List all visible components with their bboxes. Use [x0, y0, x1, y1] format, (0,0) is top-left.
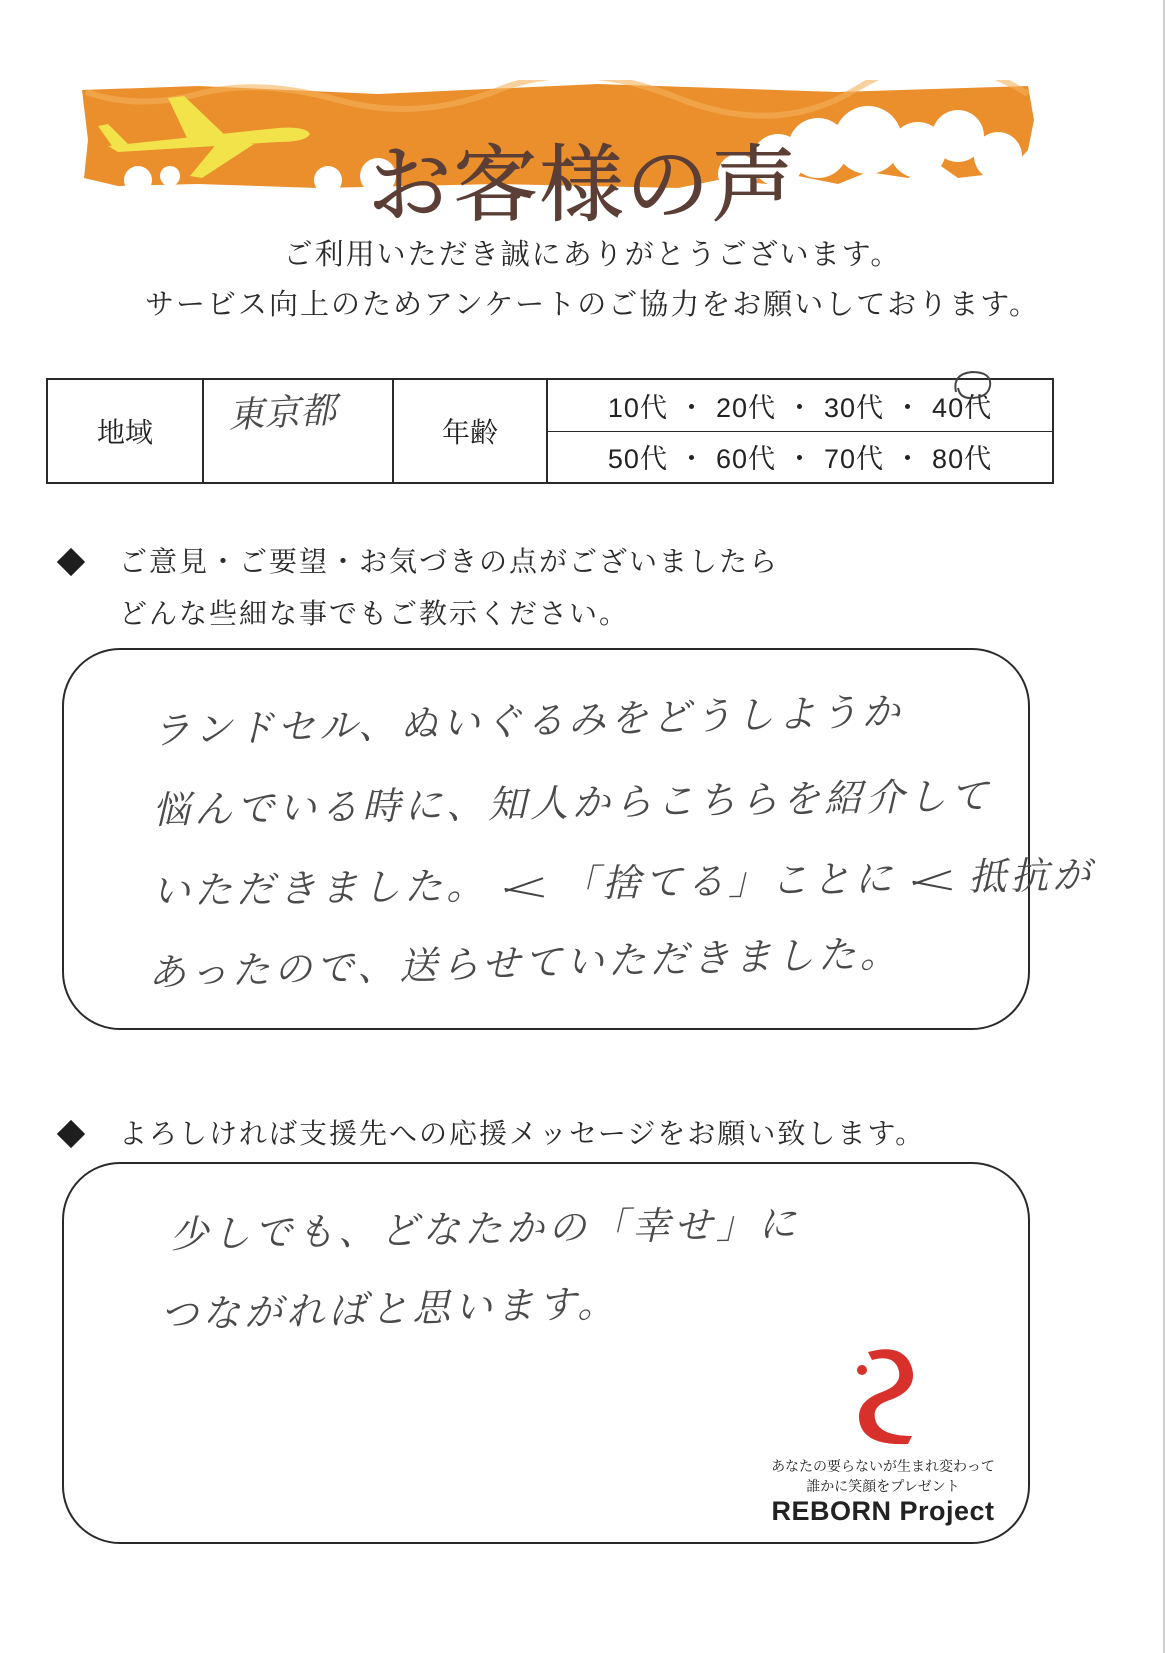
age-option[interactable]: 30代: [824, 393, 885, 423]
question-1-line-1: [55, 540, 779, 580]
age-label-cell: [394, 380, 548, 482]
reborn-project-logo: [758, 1340, 1008, 1530]
diamond-bullet-icon: [57, 547, 85, 575]
struck-out-word: [504, 871, 545, 906]
age-option-selected-label: 40代: [932, 393, 993, 423]
answer-1-line-4: あったので、送らせていただきました。: [147, 931, 903, 995]
logo-tagline-2: 誰かに笑顔をプレゼント: [806, 1478, 960, 1494]
question-1-text-1: ご意見・ご要望・お気づきの点がございましたら: [119, 546, 780, 577]
age-option[interactable]: 50代: [607, 444, 668, 474]
age-separator: ・: [894, 393, 923, 423]
age-option[interactable]: 60代: [715, 444, 776, 474]
age-option[interactable]: 20代: [715, 393, 776, 423]
answer-1-line-3-text: いただきました。: [151, 863, 489, 914]
info-table: [46, 378, 1054, 484]
age-option-selected[interactable]: [932, 386, 992, 425]
answer-1-line-3-quote: 「捨てる」ことに: [559, 856, 897, 907]
age-label: 年齢: [441, 417, 498, 448]
question-2-text: よろしければ支援先への応援メッセージをお願い致します。: [119, 1118, 926, 1149]
diamond-bullet-icon: [57, 1119, 85, 1147]
age-separator: ・: [677, 444, 706, 474]
region-handwritten-value: 東京都: [227, 390, 338, 437]
age-options-row-2: [548, 431, 1052, 482]
age-option[interactable]: 10代: [607, 393, 668, 423]
age-options-row-1: [548, 380, 1052, 432]
page-title: お客様の声: [367, 136, 798, 234]
question-1-line-2: どんな些細な事でもご教示ください。: [119, 598, 630, 629]
age-option[interactable]: 80代: [932, 444, 993, 474]
age-options-cell: [548, 380, 1052, 482]
region-label: 地域: [96, 417, 153, 448]
selection-circle-mark: [950, 368, 994, 402]
logo-name: REBORN Project: [771, 1496, 995, 1526]
age-separator: ・: [786, 393, 814, 423]
question-2: [55, 1112, 925, 1152]
logo-tagline-1: あなたの要らないが生まれ変わって: [771, 1458, 995, 1474]
age-separator: ・: [786, 444, 814, 474]
intro-line-2: サービス向上のためアンケートのご協力をお願いしております。: [145, 289, 1040, 321]
reborn-swirl-icon: [846, 1346, 922, 1446]
answer-2-line-2: つながればと思います。: [159, 1280, 620, 1337]
region-label-cell: [48, 380, 204, 482]
intro-line-1: ご利用いただき誠にありがとうございます。: [283, 239, 902, 271]
struck-out-word: [912, 864, 953, 899]
age-separator: ・: [677, 393, 706, 423]
age-separator: ・: [894, 444, 923, 474]
answer-1-line-3-end: 抵抗が: [968, 852, 1095, 899]
answer-1-line-1: ランドセル、ぬいぐるみをどうしようか: [151, 689, 905, 753]
answer-2-line-1: 少しでも、どなたかの「幸せ」に: [169, 1201, 801, 1257]
age-option[interactable]: 70代: [824, 444, 885, 474]
answer-1-line-2: 悩んでいる時に、知人からこちらを紹介して: [151, 773, 993, 833]
